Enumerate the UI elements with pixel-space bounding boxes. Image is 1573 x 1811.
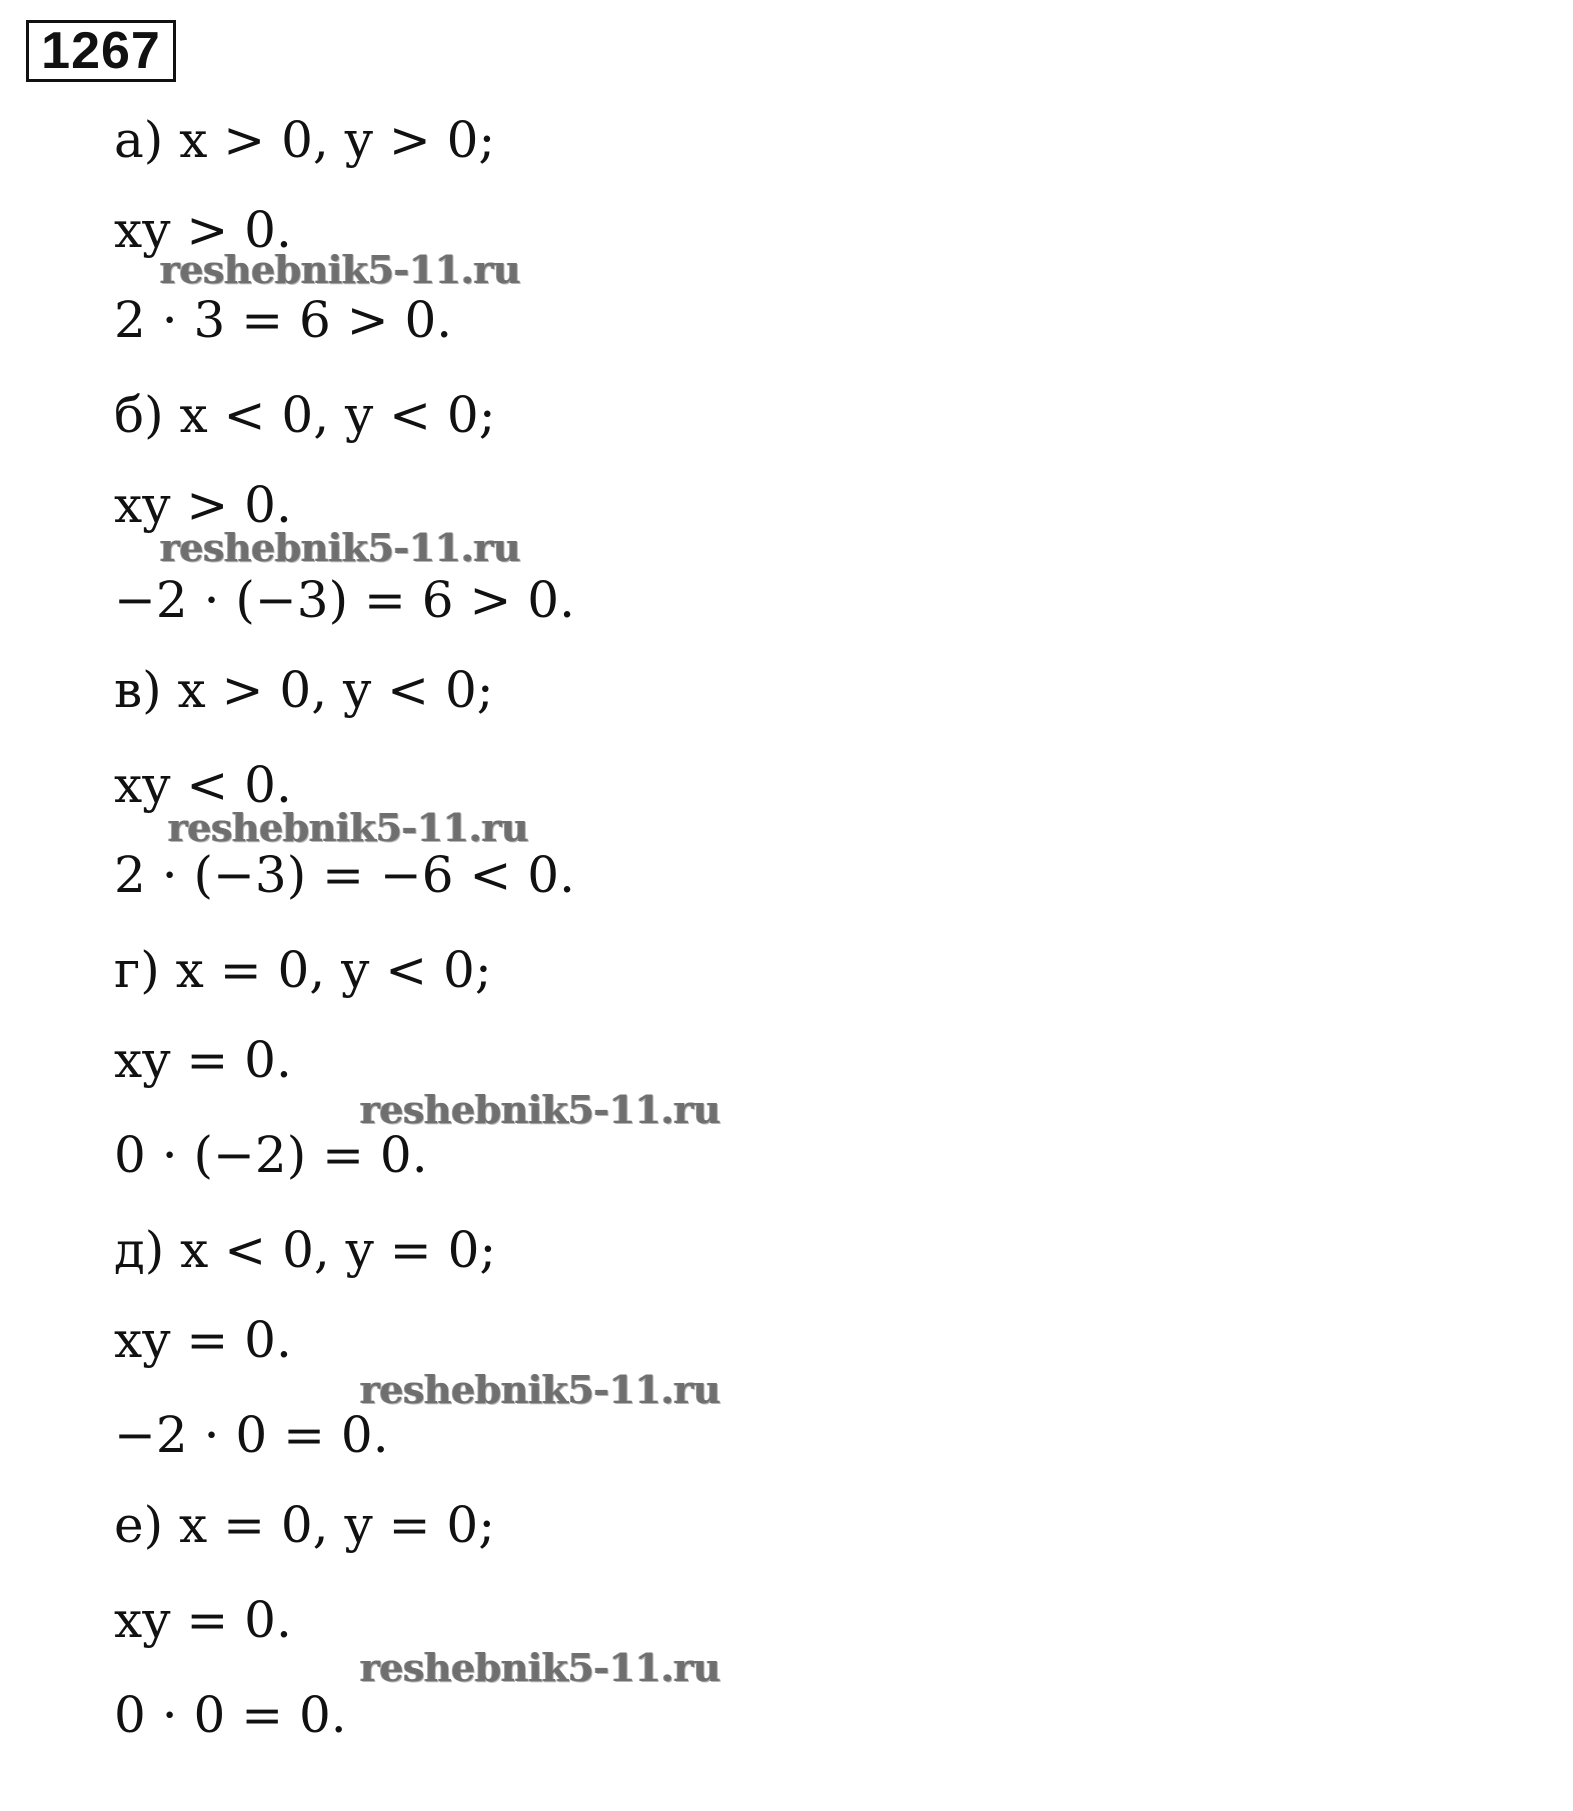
part-d-example: −2 · 0 = 0. — [114, 1406, 389, 1464]
part-g-example: 0 · (−2) = 0. — [114, 1126, 428, 1184]
part-b-example: −2 · (−3) = 6 > 0. — [114, 571, 575, 629]
part-a-conclusion: xy > 0. — [114, 201, 292, 259]
part-b-conclusion: xy > 0. — [114, 476, 292, 534]
watermark: reshebnik5-11.ru — [160, 525, 521, 570]
part-b-condition: б) x < 0, y < 0; — [114, 386, 496, 444]
part-e-condition: е) x = 0, y = 0; — [114, 1496, 496, 1554]
part-v-conclusion: xy < 0. — [114, 756, 292, 814]
part-g-condition: г) x = 0, y < 0; — [114, 941, 492, 999]
watermark: reshebnik5-11.ru — [360, 1645, 721, 1690]
part-v-example: 2 · (−3) = −6 < 0. — [114, 846, 575, 904]
watermark: reshebnik5-11.ru — [160, 247, 521, 292]
watermark: reshebnik5-11.ru — [168, 805, 529, 850]
problem-number: 1267 — [26, 20, 176, 82]
part-e-example: 0 · 0 = 0. — [114, 1686, 347, 1744]
part-g-conclusion: xy = 0. — [114, 1031, 292, 1089]
watermark: reshebnik5-11.ru — [360, 1367, 721, 1412]
watermark: reshebnik5-11.ru — [360, 1087, 721, 1132]
part-d-condition: д) x < 0, y = 0; — [114, 1221, 497, 1279]
part-a-condition: а) x > 0, y > 0; — [114, 111, 496, 169]
part-e-conclusion: xy = 0. — [114, 1591, 292, 1649]
part-v-condition: в) x > 0, y < 0; — [114, 661, 494, 719]
part-a-example: 2 · 3 = 6 > 0. — [114, 291, 453, 349]
part-d-conclusion: xy = 0. — [114, 1311, 292, 1369]
